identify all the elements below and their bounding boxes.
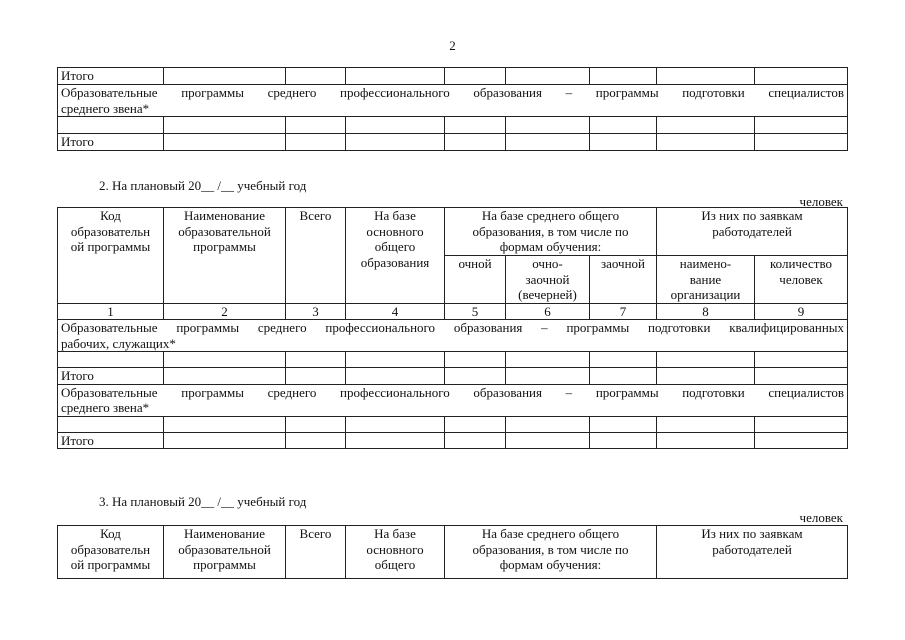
table-row: [58, 368, 848, 385]
header-name: Наименование образовательной программы: [164, 526, 286, 579]
itogo-label: Итого: [58, 432, 164, 449]
header-employers: Из них по заявкам работодателей: [657, 208, 848, 256]
header-secondary: На базе среднего общего образования, в том числе по формам обучения:: [445, 208, 657, 256]
table-row: [58, 432, 848, 449]
header-code: Код образовательн ой программы: [58, 526, 164, 579]
table-section-1-continuation: [57, 67, 848, 151]
section-3-unit: человек: [799, 510, 843, 525]
program-group-title: Образовательные программы среднего профессионального образования – программы подготовки специалистов среднего звена*: [58, 384, 848, 416]
column-numbers-row: [58, 303, 848, 320]
header-fulltime: очной: [445, 256, 506, 304]
section-2-unit: человек: [799, 194, 843, 209]
table-header-row: [58, 208, 848, 256]
table-row: [58, 416, 848, 432]
itogo-label: Итого: [58, 68, 164, 85]
header-org: наимено- вание организации: [657, 256, 755, 304]
table-row: [58, 117, 848, 134]
col-number: 9: [755, 303, 848, 320]
header-employers: Из них по заявкам работодателей: [657, 526, 848, 579]
header-extramural: заочной: [590, 256, 657, 304]
col-number: 7: [590, 303, 657, 320]
itogo-label: Итого: [58, 134, 164, 151]
col-number: 5: [445, 303, 506, 320]
col-number: 6: [506, 303, 590, 320]
table-row: [58, 134, 848, 151]
program-group-title: Образовательные программы среднего профессионального образования – программы подготовки специалистов среднего звена*: [58, 85, 848, 117]
table-row: [58, 352, 848, 368]
header-qty: количество человек: [755, 256, 848, 304]
header-basic: На базе основного общего: [346, 526, 445, 579]
header-code: Код образовательн ой программы: [58, 208, 164, 304]
col-number: 3: [286, 303, 346, 320]
col-number: 2: [164, 303, 286, 320]
table-row: [58, 384, 848, 416]
table-row: [58, 68, 848, 85]
section-2-heading: 2. На плановый 20__ /__ учебный год: [99, 178, 307, 193]
itogo-label: Итого: [58, 368, 164, 385]
header-parttime: очно- заочной (вечерней): [506, 256, 590, 304]
header-total: Всего: [286, 208, 346, 304]
header-total: Всего: [286, 526, 346, 579]
header-name: Наименование образовательной программы: [164, 208, 286, 304]
section-3-heading: 3. На плановый 20__ /__ учебный год: [99, 494, 307, 509]
table-row: [58, 320, 848, 352]
page-number: 2: [449, 38, 456, 53]
col-number: 1: [58, 303, 164, 320]
col-number: 4: [346, 303, 445, 320]
header-secondary: На базе среднего общего образования, в том числе по формам обучения:: [445, 526, 657, 579]
header-basic: На базе основного общего образования: [346, 208, 445, 304]
program-group-title: Образовательные программы среднего профессионального образования – программы подготовки квалифицированных рабочих, служащих*: [58, 320, 848, 352]
table-header-row: [58, 526, 848, 579]
table-section-3: [57, 525, 848, 579]
table-row: [58, 85, 848, 117]
col-number: 8: [657, 303, 755, 320]
table-section-2: [57, 207, 848, 449]
